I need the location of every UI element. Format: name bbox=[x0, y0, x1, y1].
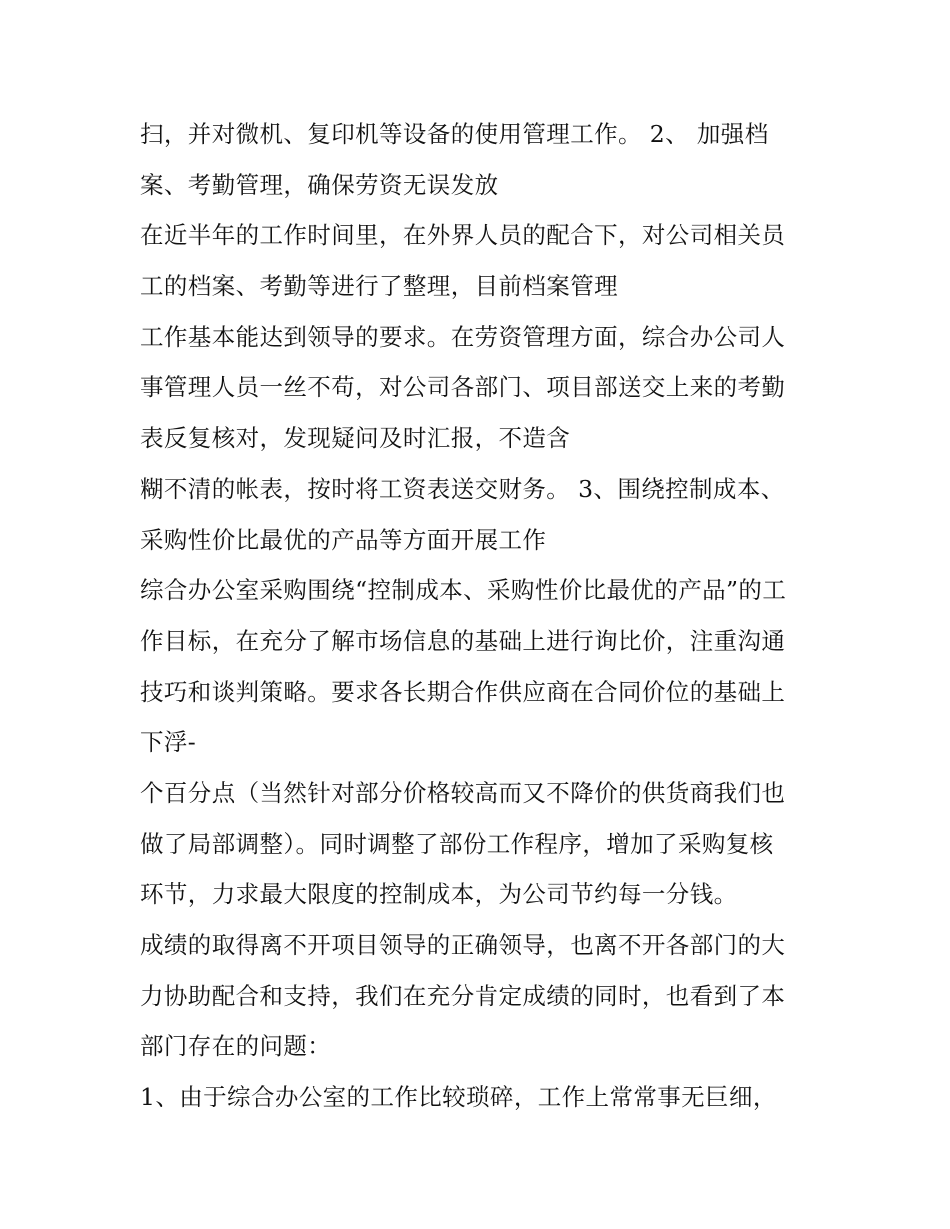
text-line: 成绩的取得离不开项目领导的正确领导，也离不开各部门的大 bbox=[140, 931, 786, 959]
text-line: 下浮- bbox=[140, 728, 197, 757]
text-line: 1、由于综合办公室的工作比较琐碎，工作上常常事无巨细， bbox=[140, 1083, 777, 1112]
text-line: 采购性价比最优的产品等方面开展工作 bbox=[140, 525, 547, 554]
text-line: 作目标，在充分了解市场信息的基础上进行询比价，注重沟通 bbox=[140, 626, 786, 655]
text-line: 扫，并对微机、复印机等设备的使用管理工作。 2、 加强档 bbox=[140, 120, 769, 148]
text-line: 环节，力求最大限度的控制成本，为公司节约每一分钱。 bbox=[140, 880, 738, 909]
text-line: 工作基本能达到领导的要求。在劳资管理方面，综合办公司人 bbox=[140, 322, 786, 351]
text-line: 部门存在的问题： bbox=[140, 1032, 332, 1061]
text-line: 案、考勤管理，确保劳资无误发放 bbox=[140, 170, 499, 199]
text-line: 综合办公室采购围绕“控制成本、采购性价比最优的产品”的工 bbox=[140, 576, 787, 605]
text-line: 工的档案、考勤等进行了整理，目前档案管理 bbox=[140, 272, 618, 301]
text-line: 力协助配合和支持，我们在充分肯定成绩的同时，也看到了本 bbox=[140, 981, 786, 1010]
body-text bbox=[140, 109, 830, 1123]
text-line: 个百分点（当然针对部分价格较高而又不降价的供货商我们也 bbox=[140, 778, 786, 807]
text-line: 做了局部调整）。同时调整了部份工作程序，增加了采购复核 bbox=[140, 829, 774, 858]
text-line: 事管理人员一丝不苟，对公司各部门、项目部送交上来的考勤 bbox=[140, 373, 786, 402]
text-line: 在近半年的工作时间里，在外界人员的配合下，对公司相关员 bbox=[140, 221, 786, 250]
text-line: 技巧和谈判策略。要求各长期合作供应商在合同价位的基础上 bbox=[140, 677, 786, 706]
text-line: 糊不清的帐表，按时将工资表送交财务。 3、围绕控制成本、 bbox=[140, 474, 785, 503]
text-line: 表反复核对，发现疑问及时汇报，不造含 bbox=[140, 424, 571, 453]
